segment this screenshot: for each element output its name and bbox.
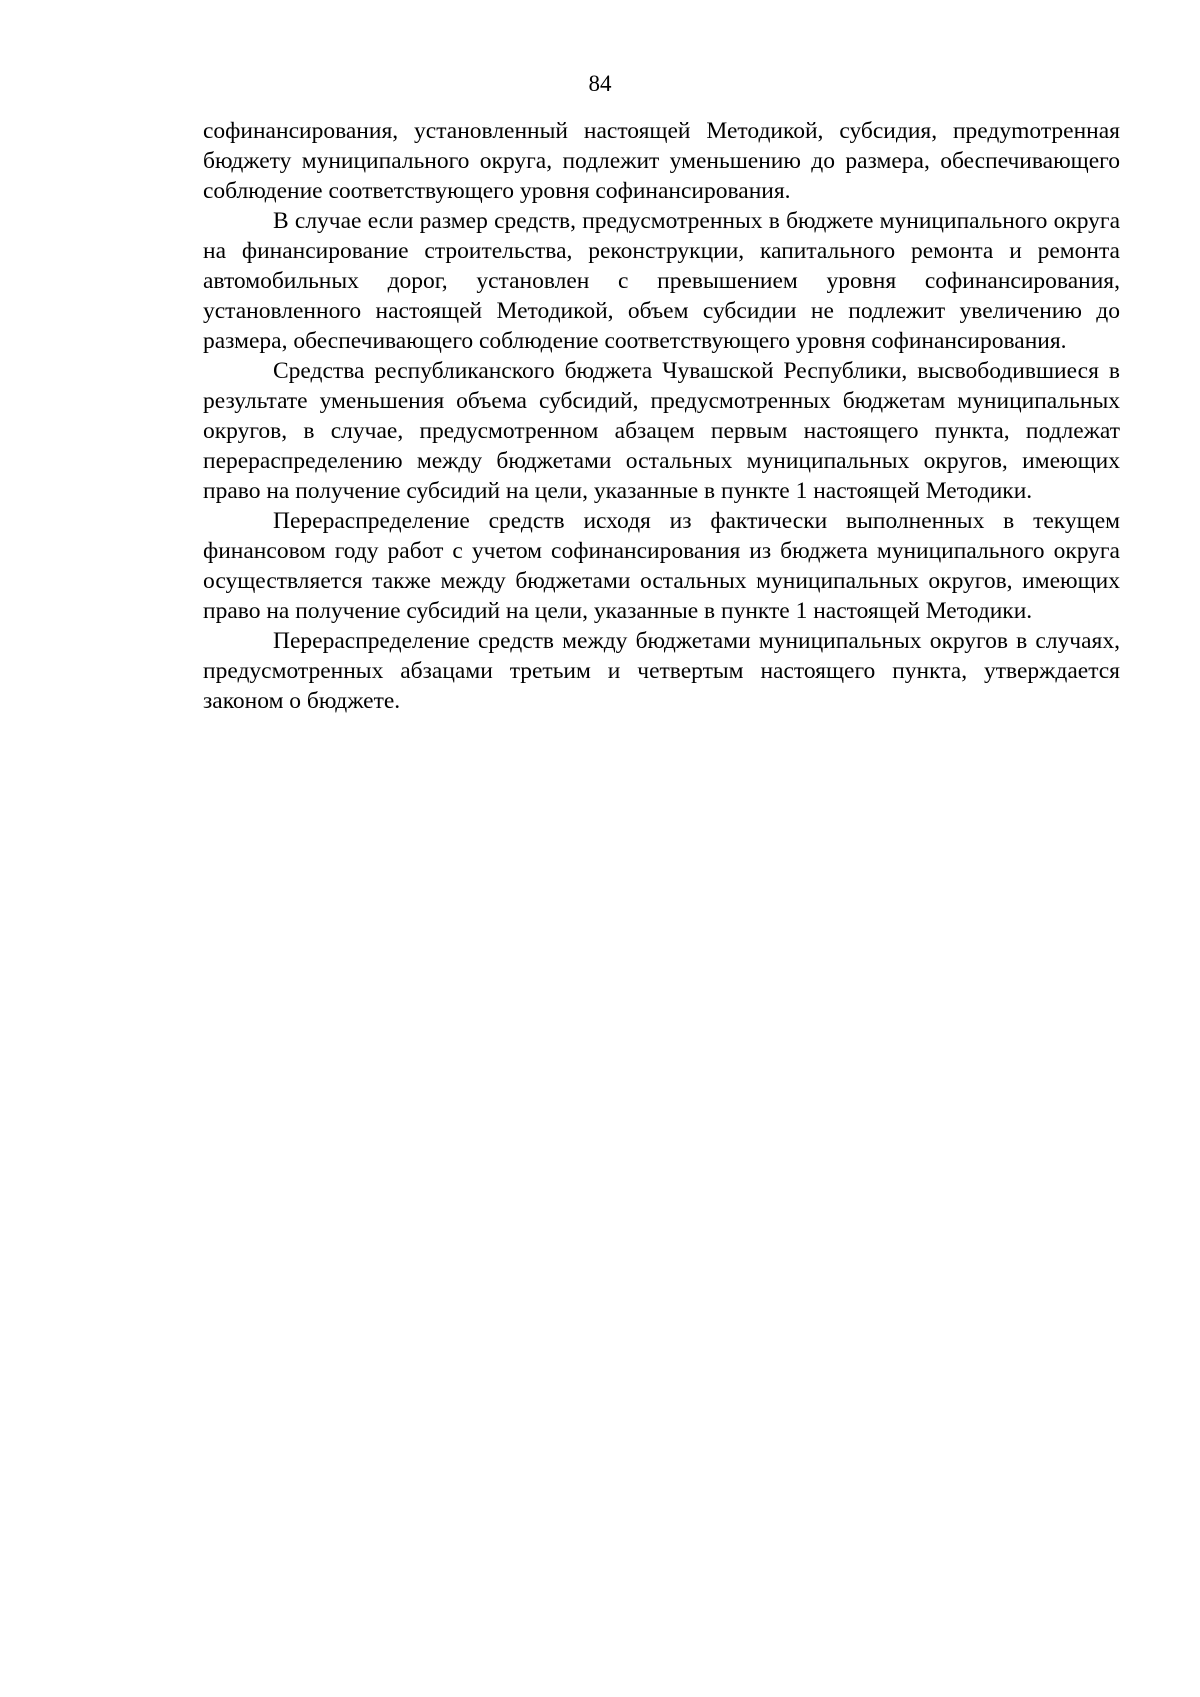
paragraph-4: Перераспределение средств исходя из фактически выполненных в текущем финансовом году работ с учетом софинансирования из бюджета муниципального округа осуществляется также между бюджетами остальных муниципальных округов, имеющих право на получение субсидий на цели, указанные в пункте 1 настоящей Методики. xyxy=(203,508,1120,624)
page-number: 84 xyxy=(588,71,612,96)
document-body xyxy=(203,116,1120,716)
paragraph-2: В случае если размер средств, предусмотренных в бюджете муниципального округа на финансирование строительства, реконструкции, капитального ремонта и ремонта автомобильных дорог, установлен с превышением уровня софинансирования, установленного настоящей Методикой, объем субсидии не подлежит увеличению до размера, обеспечивающего соблюдение соответствующего уровня софинансирования. xyxy=(203,208,1120,354)
paragraph-3: Средства республиканского бюджета Чувашской Республики, высвободившиеся в результате уменьшения объема субсидий, предусмотренных бюджетам муниципальных округов, в случае, предусмотренном абзацем первым настоящего пункта, подлежат перераспределению между бюджетами остальных муниципальных округов, имеющих право на получение субсидий на цели, указанные в пункте 1 настоящей Методики. xyxy=(203,358,1120,504)
paragraph-1: софинансирования, установленный настоящей Методикой, субсидия, предуmотренная бюджету муниципального округа, подлежит уменьшению до размера, обеспечивающего соблюдение соответствующего уровня софинансирования. xyxy=(203,118,1120,204)
paragraph-5: Перераспределение средств между бюджетами муниципальных округов в случаях, предусмотренных абзацами третьим и четвертым настоящего пункта, утверждается законом о бюджете. xyxy=(203,628,1120,714)
